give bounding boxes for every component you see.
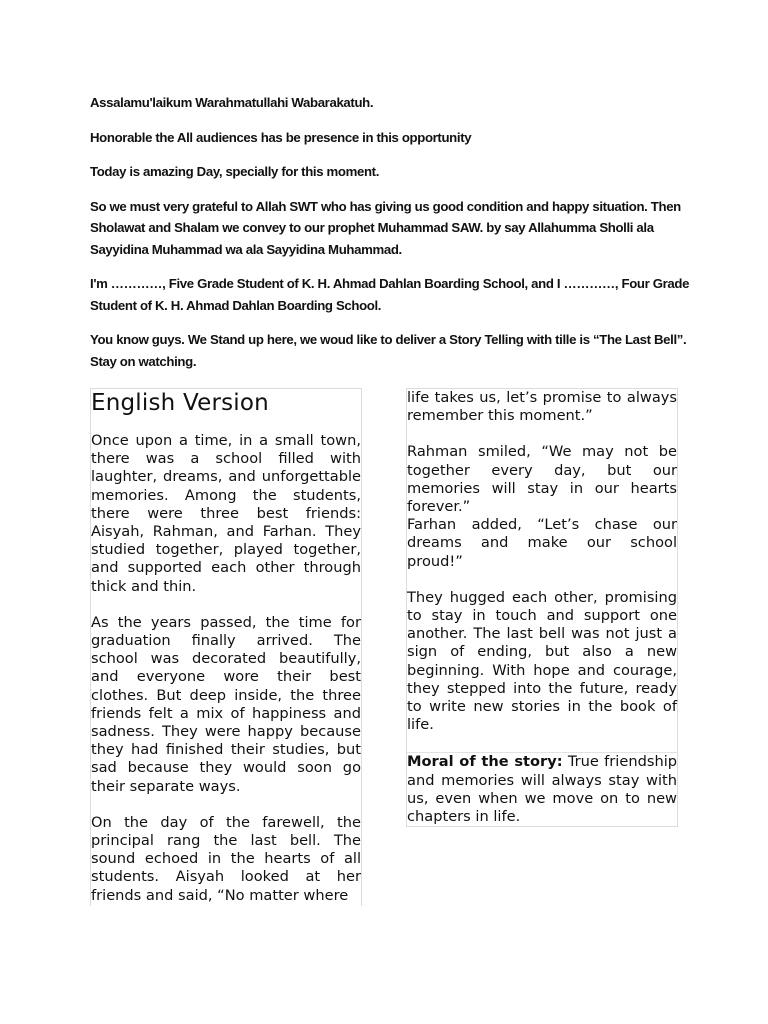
story-paragraph-6: They hugged each other, promising to stay in touch and support one another. The last bell was not just a sign of ending, but also a new beginning. With hope and courage, they stepped into the future, ready to write new stories in the book of life. xyxy=(407,588,677,734)
announcement-text: You know guys. We Stand up here, we woud like to deliver a Story Telling with tille is “The Last Bell”. Stay on watching. xyxy=(90,332,687,369)
story-paragraph-3: On the day of the farewell, the principal rang the last bell. The sound echoed in the hearts of all students. Aisyah looked at her friends and said, “No matter where xyxy=(91,813,361,904)
story-paragraph-2: As the years passed, the time for graduation finally arrived. The school was decorated beautifully, and everyone wore their best clothes. But deep inside, the three friends felt a mix of happiness and sadness. They were happy because they had finished their studies, but sad because they would soon go their separate ways. xyxy=(91,613,361,795)
moral-label: Moral of the story: xyxy=(407,753,563,771)
greeting-text: Assalamu'laikum Warahmatullahi Wabarakatuh. xyxy=(90,95,374,110)
introduction-text: I'm …………, Five Grade Student of K. H. Ahmad Dahlan Boarding School, and I …………, Four Grade Student of K. H. Ahmad Dahlan Boarding School. xyxy=(90,276,690,313)
story-paragraph-1: Once upon a time, in a small town, there was a school filled with laughter, dreams, and unforgettable memories. Among the students, there were three best friends: Aisyah, Rahman, and Farhan. They studied together, played together, and supported each other through thick and thin. xyxy=(91,432,361,595)
story-left-column xyxy=(90,388,362,906)
story-paragraph-5: Farhan added, “Let’s chase our dreams and make our school proud!” xyxy=(407,516,677,570)
gratitude-text: So we must very grateful to Allah SWT who has giving us good condition and happy situation. Then Sholawat and Shalam we convey to our prophet Muhammad SAW. by say Allahumma Sholli ala Sayyidina Muhammad wa ala Sayyidina Muhammad. xyxy=(90,198,681,257)
story-right-column xyxy=(406,388,678,827)
story-paragraph-4: Rahman smiled, “We may not be together every day, but our memories will stay in our hearts forever.” xyxy=(407,443,677,516)
story-paragraph-3-continued: life takes us, let’s promise to always remember this moment.” xyxy=(407,389,677,425)
intro-section xyxy=(90,92,690,385)
moral-paragraph xyxy=(407,752,677,826)
today-text: Today is amazing Day, specially for this moment. xyxy=(90,164,380,179)
audience-text: Honorable the All audiences has be presence in this opportunity xyxy=(90,129,472,145)
moral-text: True friendship and memories will always stay with us, even when we move on to new chapters in life. xyxy=(407,753,678,826)
story-heading: English Version xyxy=(91,390,269,416)
